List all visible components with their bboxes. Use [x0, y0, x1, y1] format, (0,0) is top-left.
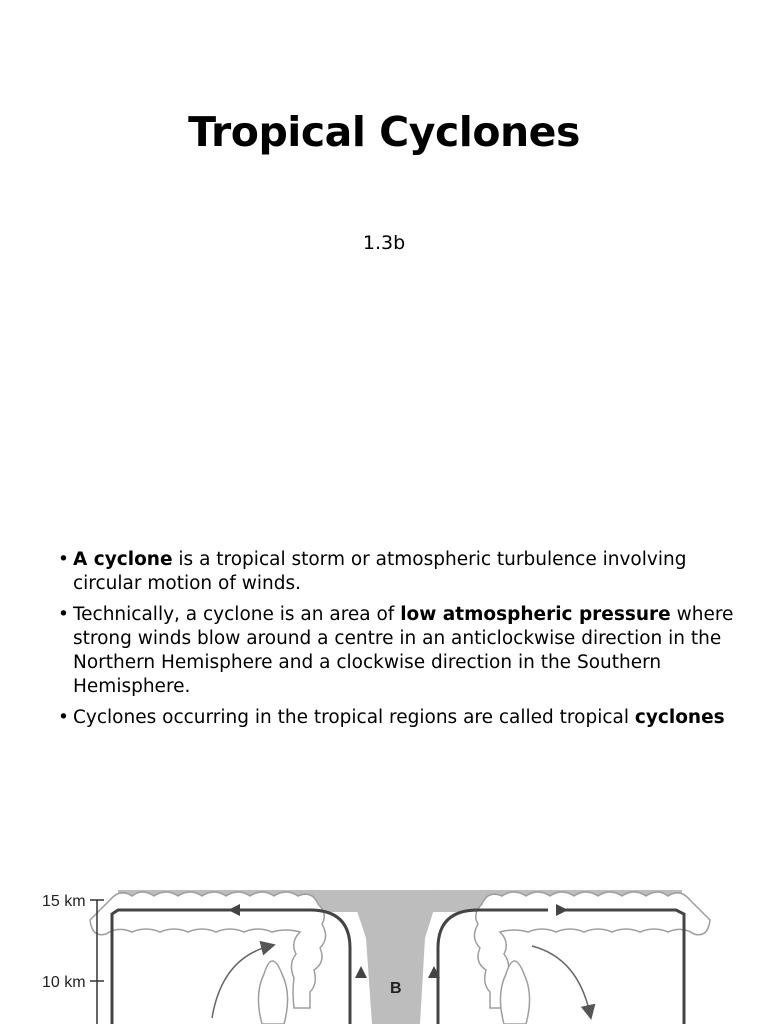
- altitude-label-10km: 10 km: [42, 974, 86, 991]
- bullet-item: [58, 548, 738, 596]
- circulation-arc-right: [532, 946, 590, 1014]
- cyclone-cross-section-diagram: [0, 878, 768, 1024]
- slide-subtitle: 1.3b: [362, 232, 406, 254]
- altitude-label-15km: 15 km: [42, 893, 86, 910]
- bullet-bold-text: A cyclone: [73, 549, 173, 570]
- bullet-text: Technically, a cyclone is an area of: [73, 604, 401, 625]
- cloud-tower-left: [258, 961, 287, 1024]
- bullet-text: is a tropical storm or atmospheric turbulence involving circular motion of winds.: [73, 549, 687, 594]
- bullet-item: [58, 706, 738, 730]
- bullet-list: [58, 548, 738, 737]
- eye-label: B: [390, 980, 402, 997]
- bullet-text: Cyclones occurring in the tropical regions are called tropical: [73, 707, 635, 728]
- cyclone-eye: [350, 890, 440, 1024]
- bullet-item: [58, 603, 738, 699]
- bullet-bold-text: low atmospheric pressure: [400, 604, 671, 625]
- slide-title: Tropical Cyclones: [188, 108, 580, 156]
- bullet-bold-text: cyclones: [634, 707, 725, 728]
- bullet-text: where strong winds blow around a centre in an anticlockwise direction in the Northern Hemisphere and a clockwise direction in the Southern Hemisphere.: [73, 604, 734, 697]
- updraft-arrowhead-left: [355, 966, 367, 978]
